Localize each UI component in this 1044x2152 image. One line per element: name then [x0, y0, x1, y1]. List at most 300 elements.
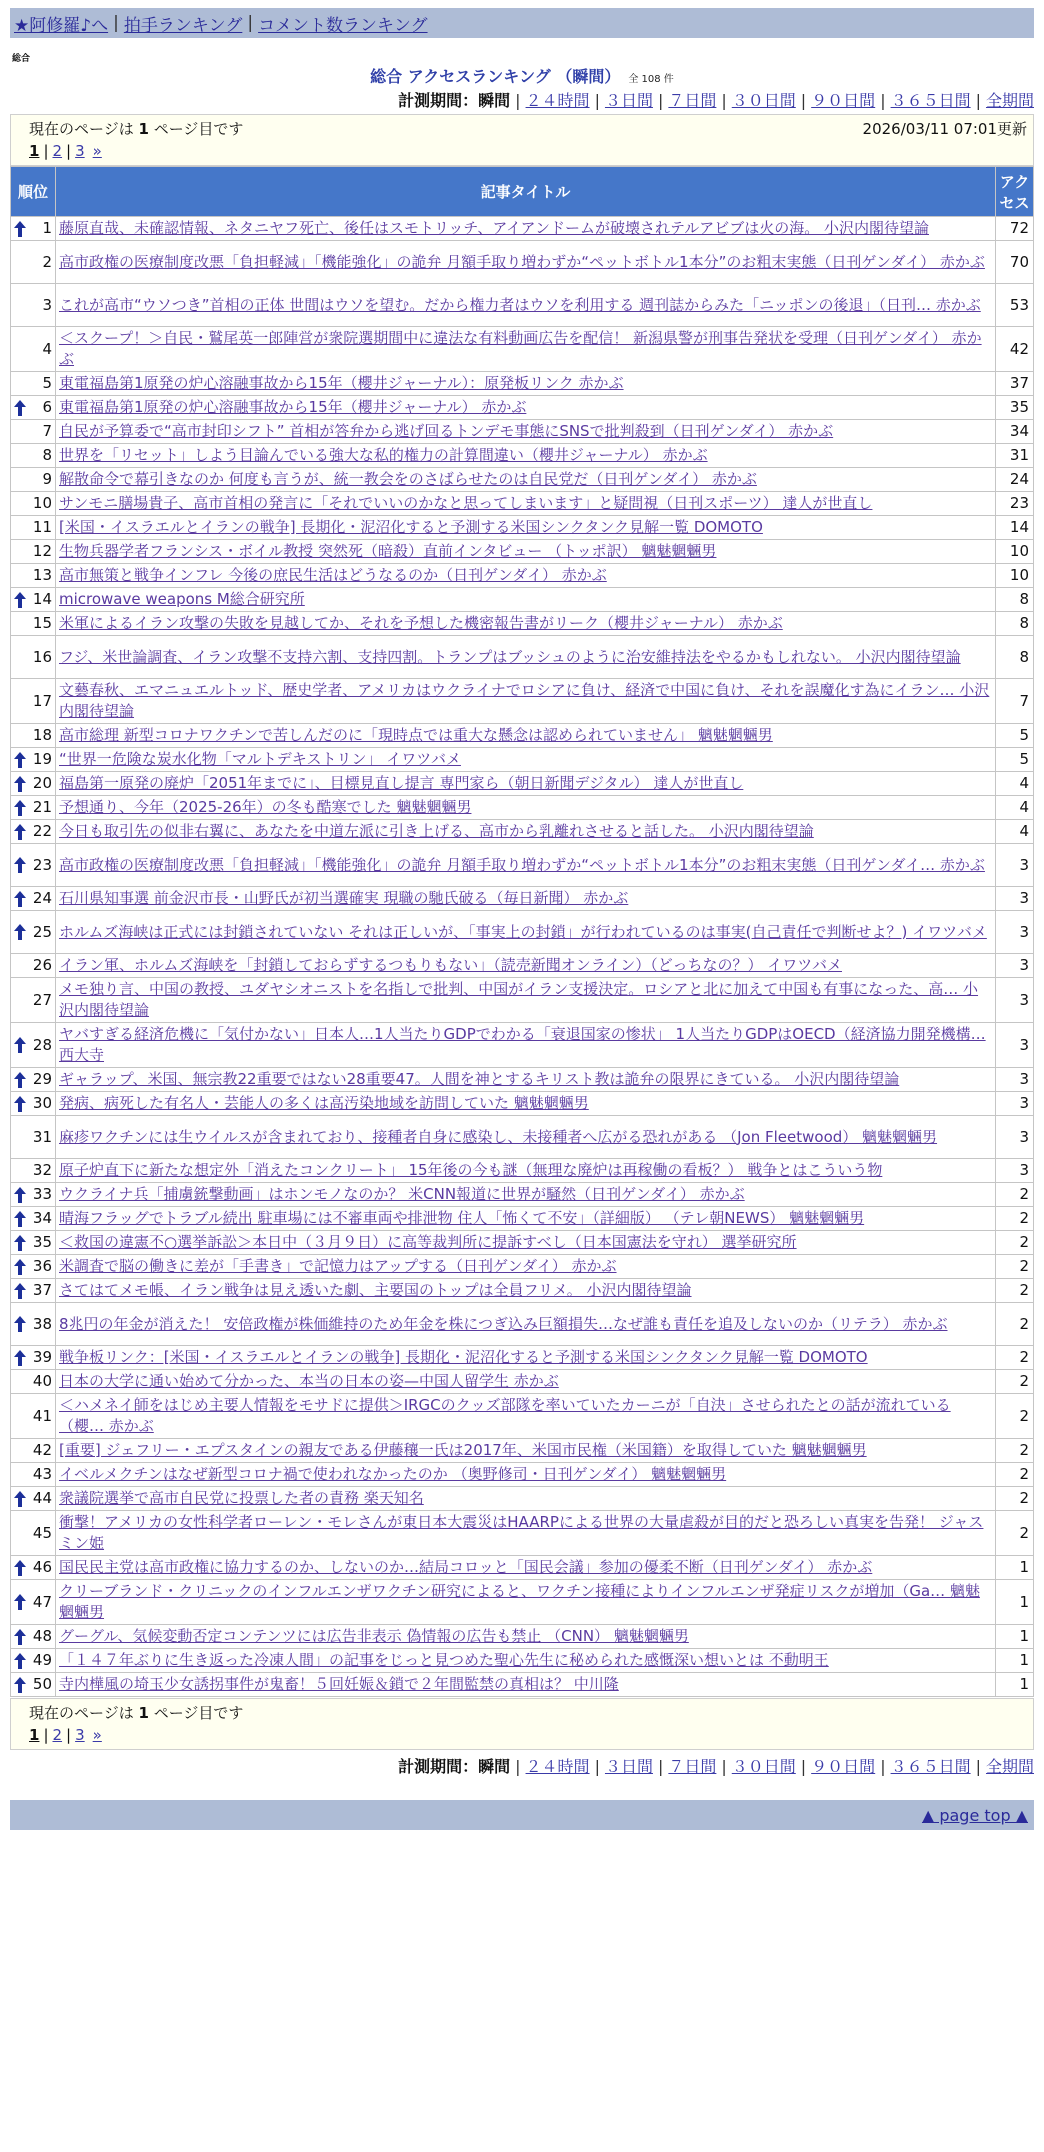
access-count: 10	[996, 564, 1034, 588]
table-row	[11, 636, 1034, 679]
table-row	[11, 820, 1034, 844]
rank-cell	[11, 820, 56, 844]
article-title-link[interactable]: サンモニ膳場貴子、高市首相の発言に「それでいいのかなと思ってしまいます」と疑問視（日刊スポーツ） 達人が世直し	[59, 494, 873, 512]
table-row	[11, 1023, 1034, 1068]
rank-number: 42	[32, 1441, 52, 1459]
article-title-link[interactable]: 東電福島第1原発の炉心溶融事故から15年（櫻井ジャーナル） 赤かぶ	[59, 398, 527, 416]
rank-cell	[11, 1556, 56, 1580]
article-title-link[interactable]: 世界を「リセット」しよう目論んでいる強大な私的権力の計算間違い（櫻井ジャーナル） 赤かぶ	[59, 446, 708, 464]
rank-number: 36	[32, 1257, 52, 1275]
access-count: 1	[996, 1625, 1034, 1649]
table-row	[11, 772, 1034, 796]
article-title-link[interactable]: 原子炉直下に新たな想定外「消えたコンクリート」 15年後の今も謎（無理な廃炉は再稼働の看板？） 戦争とはこういう物	[59, 1161, 883, 1179]
article-title-link[interactable]: 生物兵器学者フランシス・ボイル教授 突然死（暗殺）直前インタビュー （トッポ訳） 魑魅魍魎男	[59, 542, 717, 560]
period-separator: |	[594, 1757, 600, 1776]
current-page-number: 1	[138, 1704, 149, 1722]
article-title-link[interactable]: さてはてメモ帳、イラン戦争は見え透いた劇、主要国のトップは全員フリメ。 小沢内閣待望論	[59, 1281, 692, 1299]
article-title-link[interactable]: ＜救国の違憲不○選挙訴訟＞本日中（３月９日）に高等裁判所に提訴すべし（日本国憲法を守れ） 選挙研究所	[59, 1233, 797, 1251]
access-count: 3	[996, 887, 1034, 911]
rank-number: 37	[32, 1281, 52, 1299]
clap-ranking-link[interactable]: 拍手ランキング	[123, 15, 243, 36]
title-cell	[56, 444, 996, 468]
rank-up-arrow-icon	[14, 592, 26, 608]
period-separator: |	[880, 91, 886, 110]
period-option-link[interactable]: ２４時間	[525, 1757, 590, 1776]
title-cell	[56, 1463, 996, 1487]
period-option-link[interactable]: ３日間	[604, 91, 653, 110]
period-option-link[interactable]: ９０日間	[811, 91, 876, 110]
rank-number: 4	[42, 339, 52, 358]
table-row	[11, 724, 1034, 748]
table-row	[11, 679, 1034, 724]
article-title-link[interactable]: 日本の大学に通い始めて分かった、本当の日本の姿—中国人留学生 赤かぶ	[59, 1372, 559, 1390]
article-title-link[interactable]: microwave weapons M総合研究所	[59, 590, 305, 608]
article-title-link[interactable]: イベルメクチンはなぜ新型コロナ禍で使われなかったのか （奥野修司・日刊ゲンダイ） 魑魅魍魎男	[59, 1465, 727, 1483]
title-cell	[56, 679, 996, 724]
title-cell	[56, 1068, 996, 1092]
article-title-link[interactable]: 自民が予算委で“高市封印シフト” 首相が答弁から逃げ回るトンデモ事態にSNSで批判殺到（日刊ゲンダイ） 赤かぶ	[59, 422, 834, 440]
article-title-link[interactable]: グーグル、気候変動否定コンテンツには広告非表示 偽情報の広告も禁止 （CNN） 魑魅魍魎男	[59, 1627, 689, 1645]
page-separator: |	[43, 1726, 49, 1744]
access-count: 2	[996, 1394, 1034, 1439]
access-count: 7	[996, 679, 1034, 724]
access-count: 1	[996, 1649, 1034, 1673]
rank-number: 39	[32, 1348, 52, 1366]
title-cell	[56, 1580, 996, 1625]
page-link[interactable]: 2	[52, 142, 63, 160]
title-cell	[56, 1183, 996, 1207]
access-count: 70	[996, 241, 1034, 284]
rank-number: 25	[32, 922, 52, 941]
current-page-prefix: 現在のページは	[29, 1704, 139, 1722]
table-row	[11, 1649, 1034, 1673]
rank-cell	[11, 420, 56, 444]
table-row	[11, 978, 1034, 1023]
rank-number: 7	[42, 422, 52, 440]
access-count: 3	[996, 911, 1034, 954]
article-title-link[interactable]: 高市政権の医療制度改悪「負担軽減」「機能強化」の詭弁 月額手取り増わずか“ペットボトル1本分”のお粗末実態（日刊ゲンダイ… 赤かぶ	[59, 855, 985, 874]
article-title-link[interactable]: 高市政権の医療制度改悪「負担軽減」「機能強化」の詭弁 月額手取り増わずか“ペットボトル1本分”のお粗末実態（日刊ゲンダイ） 赤かぶ	[59, 252, 985, 271]
table-row	[11, 1092, 1034, 1116]
period-option-link[interactable]: ３６５日間	[890, 91, 971, 110]
rank-up-arrow-icon	[14, 1350, 26, 1366]
rank-cell	[11, 564, 56, 588]
rank-up-arrow-icon	[14, 221, 26, 237]
rank-number: 26	[32, 956, 52, 974]
period-option-link[interactable]: ２４時間	[525, 91, 590, 110]
rank-number: 14	[32, 590, 52, 608]
rank-number: 16	[32, 647, 52, 666]
access-count: 2	[996, 1346, 1034, 1370]
title-cell	[56, 372, 996, 396]
access-count: 2	[996, 1370, 1034, 1394]
table-row	[11, 748, 1034, 772]
article-title-link[interactable]: 解散命令で幕引きなのか 何度も言うが、統一教会をのさばらせたのは自民党だ（日刊ゲンダイ） 赤かぶ	[59, 470, 757, 488]
table-row	[11, 796, 1034, 820]
page-link[interactable]: 3	[75, 142, 85, 160]
title-cell	[56, 844, 996, 887]
ranking-table	[10, 166, 1034, 1697]
title-cell	[56, 241, 996, 284]
rank-up-arrow-icon	[14, 1072, 26, 1088]
page-link[interactable]: 3	[75, 1726, 85, 1744]
current-page-text	[29, 118, 243, 140]
title-cell	[56, 748, 996, 772]
article-title-link[interactable]: 米軍によるイラン攻撃の失敗を見越してか、それを予想した機密報告書がリーク（櫻井ジャーナル） 赤かぶ	[59, 614, 783, 632]
rank-up-arrow-icon	[14, 1491, 26, 1507]
current-page-text	[29, 1702, 243, 1724]
current-page-prefix: 現在のページは	[29, 120, 139, 138]
rank-cell	[11, 1625, 56, 1649]
title-cell	[56, 1673, 996, 1697]
article-title-link[interactable]: メモ独り言、中国の教授、ユダヤシオニストを名指しで批判、中国がイラン支援決定。ロシアと北に加えて中国も有事になった、高… 小沢内閣待望論	[59, 980, 979, 1019]
article-title-link[interactable]: 発病、病死した有名人・芸能人の多くは高汚染地域を訪問していた 魑魅魍魎男	[59, 1094, 589, 1112]
access-count: 1	[996, 1673, 1034, 1697]
table-row	[11, 954, 1034, 978]
rank-up-arrow-icon	[14, 924, 26, 940]
footer-bar	[10, 1800, 1034, 1830]
period-selector-bottom	[10, 1754, 1034, 1780]
next-page-link[interactable]: »	[92, 142, 102, 160]
rank-cell	[11, 588, 56, 612]
table-row	[11, 444, 1034, 468]
rank-cell	[11, 911, 56, 954]
title-cell	[56, 724, 996, 748]
article-title-link[interactable]: クリーブランド・クリニックのインフルエンザワクチン研究によると、ワクチン接種によりインフルエンザ発症リスクが増加（Ga… 魑魅魍魎男	[59, 1582, 980, 1621]
rank-cell	[11, 1255, 56, 1279]
article-title-link[interactable]: 予想通り、今年（2025-26年）の冬も酷寒でした 魑魅魍魎男	[59, 798, 472, 816]
rank-number: 29	[32, 1070, 52, 1088]
title-cell	[56, 1346, 996, 1370]
rank-cell	[11, 1159, 56, 1183]
rank-number: 27	[32, 990, 52, 1009]
rank-cell	[11, 796, 56, 820]
article-title-link[interactable]: 戦争板リンク：[米国・イスラエルとイランの戦争] 長期化・泥沼化すると予測する米国シンクタンク見解一覧 DOMOTO	[59, 1348, 868, 1366]
access-count: 8	[996, 588, 1034, 612]
rank-number: 43	[32, 1465, 52, 1483]
title-cell	[56, 327, 996, 372]
article-title-link[interactable]: 文藝春秋、エマニュエルトッド、歴史学者、アメリカはウクライナでロシアに負け、経済で中国に負け、それを誤魔化す為にイラン… 小沢内閣待望論	[59, 681, 990, 720]
article-title-link[interactable]: “世界一危険な炭水化物「マルトデキストリン」 イワツバメ	[59, 750, 461, 768]
title-cell	[56, 1370, 996, 1394]
table-row	[11, 1625, 1034, 1649]
access-count: 53	[996, 284, 1034, 327]
rank-cell	[11, 516, 56, 540]
period-separator: |	[800, 91, 807, 110]
access-count: 3	[996, 844, 1034, 887]
rank-number: 17	[32, 691, 52, 710]
table-row	[11, 1068, 1034, 1092]
article-title-link[interactable]: 米調査で脳の働きに差が「手書き」で記憶力はアップする（日刊ゲンダイ） 赤かぶ	[59, 1257, 617, 1275]
period-selector-top	[10, 88, 1034, 114]
table-row	[11, 1159, 1034, 1183]
rank-number: 20	[32, 774, 52, 792]
article-title-link[interactable]: 晴海フラッグでトラブル続出 駐車場には不審車両や排泄物 住人「怖くて不安」（詳細版） （テレ朝NEWS） 魑魅魍魎男	[59, 1209, 865, 1227]
rank-number: 13	[32, 566, 52, 584]
article-title-link[interactable]: 東電福島第1原発の炉心溶融事故から15年（櫻井ジャーナル）：原発板リンク 赤かぶ	[59, 374, 624, 392]
rank-up-arrow-icon	[14, 1653, 26, 1669]
rank-cell	[11, 1649, 56, 1673]
total-count: 全 108 件	[628, 74, 674, 85]
rank-cell	[11, 217, 56, 241]
rank-number: 38	[32, 1314, 52, 1333]
rank-number: 22	[32, 822, 52, 840]
rank-number: 19	[32, 750, 52, 768]
rank-cell	[11, 492, 56, 516]
rank-cell	[11, 1580, 56, 1625]
rank-cell	[11, 844, 56, 887]
top-nav-bar	[10, 8, 1034, 38]
nav-separator: |	[113, 13, 119, 33]
article-title-link[interactable]: ヤバすぎる経済危機に「気付かない」日本人…1人当たりGDPでわかる「衰退国家の惨状」 1人当たりGDPはOECD（経済協力開発機構… 西大寺	[59, 1025, 986, 1064]
current-page-number: 1	[138, 120, 149, 138]
rank-up-arrow-icon	[14, 1677, 26, 1693]
rank-cell	[11, 1303, 56, 1346]
article-title-link[interactable]: ＜ハメネイ師をはじめ主要人情報をモサドに提供＞IRGCのクッズ部隊を率いていたカーニが「自決」させられたとの話が流れている（櫻… 赤かぶ	[59, 1396, 951, 1435]
period-option-link[interactable]: 全期間	[985, 91, 1034, 110]
title-cell	[56, 1303, 996, 1346]
rank-number: 12	[32, 542, 52, 560]
access-count: 35	[996, 396, 1034, 420]
article-title-link[interactable]: フジ、米世論調査、イラン攻撃不支持六割、支持四割。トランプはブッシュのように治安維持法をやるかもしれない。 小沢内閣待望論	[59, 647, 961, 666]
period-separator: |	[657, 91, 664, 110]
rank-cell	[11, 444, 56, 468]
access-count: 3	[996, 1068, 1034, 1092]
article-title-link[interactable]: 福島第一原発の廃炉「2051年までに」、目標見直し提言 専門家ら（朝日新聞デジタル） 達人が世直し	[59, 774, 744, 792]
article-title-link[interactable]: [米国・イスラエルとイランの戦争] 長期化・泥沼化すると予測する米国シンクタンク見解一覧 DOMOTO	[59, 518, 763, 536]
rank-cell	[11, 1023, 56, 1068]
next-page-link[interactable]: »	[92, 1726, 102, 1744]
title-cell	[56, 978, 996, 1023]
rank-number: 3	[42, 295, 52, 314]
article-title-link[interactable]: ウクライナ兵「捕虜銃撃動画」はホンモノなのか？ 米CNN報道に世界が騒然（日刊ゲンダイ） 赤かぶ	[59, 1185, 745, 1203]
article-title-link[interactable]: 「１４７年ぶりに生き返った冷凍人間」の記事をじっと見つめた聖心先生に秘められた感慨深い想いとは 不動明王	[59, 1651, 829, 1669]
home-link[interactable]: ★阿修羅♪へ	[14, 15, 109, 36]
rank-number: 50	[32, 1675, 52, 1693]
period-option-link[interactable]: ９０日間	[811, 1757, 876, 1776]
rank-up-arrow-icon	[14, 1187, 26, 1203]
rank-number: 49	[32, 1651, 52, 1669]
title-cell	[56, 1207, 996, 1231]
rank-cell	[11, 724, 56, 748]
access-count: 37	[996, 372, 1034, 396]
table-row	[11, 1303, 1034, 1346]
rank-up-arrow-icon	[14, 1096, 26, 1112]
article-title-link[interactable]: 衝撃！アメリカの女性科学者ローレン・モレさんが東日本大震災はHAARPによる世界の大量虐殺が目的だと恐ろしい真実を告発！ ジャスミン姫	[59, 1513, 984, 1552]
period-label: 計測期間：	[398, 91, 479, 110]
page-top-link[interactable]: ▲ page top ▲	[921, 1805, 1028, 1825]
title-header: 記事タイトル	[56, 167, 996, 217]
access-count: 4	[996, 772, 1034, 796]
rank-number: 6	[42, 398, 52, 416]
title-cell	[56, 1649, 996, 1673]
rank-cell	[11, 1673, 56, 1697]
comment-ranking-link[interactable]: コメント数ランキング	[258, 15, 428, 36]
rank-header: 順位	[11, 167, 56, 217]
access-count: 3	[996, 1159, 1034, 1183]
table-row	[11, 1463, 1034, 1487]
period-option-link[interactable]: ３６５日間	[890, 1757, 971, 1776]
title-cell	[56, 612, 996, 636]
rank-number: 35	[32, 1233, 52, 1251]
period-option-link[interactable]: ３０日間	[731, 91, 796, 110]
page-separator: |	[43, 142, 49, 160]
period-separator: |	[880, 1757, 886, 1776]
title-cell	[56, 1255, 996, 1279]
title-cell	[56, 1092, 996, 1116]
title-cell	[56, 1556, 996, 1580]
rank-number: 23	[32, 855, 52, 874]
ranking-title: 総合 アクセスランキング （瞬間）	[370, 67, 621, 86]
access-count: 3	[996, 1023, 1034, 1068]
access-count: 2	[996, 1255, 1034, 1279]
article-title-link[interactable]: 石川県知事選 前金沢市長・山野氏が初当選確実 現職の馳氏破る（毎日新聞） 赤かぶ	[59, 889, 629, 907]
article-title-link[interactable]: これが高市“ウソつき”首相の正体 世間はウソを望む。だから権力者はウソを利用する 週刊誌からみた「ニッポンの後退」（日刊… 赤かぶ	[59, 295, 981, 314]
article-title-link[interactable]: [重要] ジェフリー・エプスタインの親友である伊藤穰一氏は2017年、米国市民権（米国籍）を取得していた 魑魅魍魎男	[59, 1441, 867, 1459]
article-title-link[interactable]: 衆議院選挙で高市自民党に投票した者の責務 楽天知名	[59, 1489, 424, 1507]
table-row	[11, 1580, 1034, 1625]
title-cell	[56, 1023, 996, 1068]
access-count: 2	[996, 1183, 1034, 1207]
table-row	[11, 1487, 1034, 1511]
access-count: 3	[996, 978, 1034, 1023]
table-row	[11, 327, 1034, 372]
article-title-link[interactable]: 寺内樺風の埼玉少女誘拐事件が鬼畜！５回妊娠＆鎖で２年間監禁の真相は？ 中川隆	[59, 1675, 619, 1693]
current-page-suffix: ページ目です	[148, 120, 244, 138]
period-option-link[interactable]: ３０日間	[731, 1757, 796, 1776]
article-title-link[interactable]: イラン軍、ホルムズ海峡を「封鎖しておらずするつもりもない」（読売新聞オンライン）（どっちなの？） イワツバメ	[59, 956, 842, 974]
period-option-link[interactable]: ７日間	[668, 1757, 717, 1776]
period-separator: |	[800, 1757, 807, 1776]
period-option-link[interactable]: 全期間	[985, 1757, 1034, 1776]
section-label: 総合	[12, 54, 31, 64]
table-row	[11, 1511, 1034, 1556]
title-cell	[56, 540, 996, 564]
rank-number: 21	[32, 798, 52, 816]
article-title-link[interactable]: 今日も取引先の似非右翼に、あなたを中道左派に引き上げる、高市から乳離れさせると話した。 小沢内閣待望論	[59, 822, 814, 840]
table-row	[11, 911, 1034, 954]
table-row	[11, 1207, 1034, 1231]
title-cell	[56, 636, 996, 679]
table-row	[11, 540, 1034, 564]
title-cell	[56, 420, 996, 444]
table-row	[11, 564, 1034, 588]
rank-number: 2	[42, 252, 52, 271]
rank-up-arrow-icon	[14, 857, 26, 873]
access-count: 2	[996, 1207, 1034, 1231]
article-title-link[interactable]: 藤原直哉、未確認情報、ネタニヤフ死亡、後任はスモトリッチ、アイアンドームが破壊されテルアビブは火の海。 小沢内閣待望論	[59, 219, 929, 237]
access-header: アクセス	[996, 167, 1034, 217]
table-row	[11, 396, 1034, 420]
title-cell	[56, 564, 996, 588]
title-cell	[56, 1394, 996, 1439]
title-cell	[56, 1116, 996, 1159]
page-title	[10, 66, 1034, 88]
table-row	[11, 1556, 1034, 1580]
rank-cell	[11, 327, 56, 372]
article-title-link[interactable]: 高市無策と戦争インフレ 今後の庶民生活はどうなるのか（日刊ゲンダイ） 赤かぶ	[59, 566, 607, 584]
title-cell	[56, 588, 996, 612]
title-cell	[56, 911, 996, 954]
pager-status-row	[29, 118, 1027, 140]
access-count: 42	[996, 327, 1034, 372]
access-count: 3	[996, 954, 1034, 978]
rank-cell	[11, 679, 56, 724]
title-cell	[56, 772, 996, 796]
access-count: 2	[996, 1303, 1034, 1346]
rank-number: 28	[32, 1035, 52, 1054]
title-cell	[56, 1231, 996, 1255]
title-cell	[56, 1279, 996, 1303]
nav-separator: |	[247, 13, 254, 33]
table-row	[11, 1394, 1034, 1439]
access-count: 5	[996, 748, 1034, 772]
period-option-link[interactable]: ７日間	[668, 91, 717, 110]
rank-up-arrow-icon	[14, 1629, 26, 1645]
title-cell	[56, 1625, 996, 1649]
table-row	[11, 241, 1034, 284]
access-count: 2	[996, 1439, 1034, 1463]
period-selected: 瞬間	[478, 1757, 511, 1776]
table-row	[11, 420, 1034, 444]
title-cell	[56, 396, 996, 420]
title-cell	[56, 492, 996, 516]
rank-cell	[11, 396, 56, 420]
rank-up-arrow-icon	[14, 776, 26, 792]
article-title-link[interactable]: 国民民主党は高市政権に協力するのか、しないのか…結局コロッと「国民会議」参加の優柔不断（日刊ゲンダイ） 赤かぶ	[59, 1558, 873, 1576]
pager-status-row	[29, 1702, 1027, 1724]
page-current: 1	[29, 142, 40, 160]
article-title-link[interactable]: ＜スクープ！＞自民・鷲尾英一郎陣営が衆院選期間中に違法な有料動画広告を配信！ 新潟県警が刑事告発状を受理（日刊ゲンダイ） 赤かぶ	[59, 329, 982, 368]
rank-number: 5	[42, 374, 52, 392]
article-title-link[interactable]: 8兆円の年金が消えた！ 安倍政権が株価維持のため年金を株につぎ込み巨額損失…なぜ誰も責任を追及しないのか（リテラ） 赤かぶ	[59, 1314, 948, 1333]
page-link[interactable]: 2	[52, 1726, 63, 1744]
rank-cell	[11, 1183, 56, 1207]
page-separator: |	[66, 142, 72, 160]
access-count: 8	[996, 612, 1034, 636]
rank-cell	[11, 1231, 56, 1255]
table-row	[11, 284, 1034, 327]
table-row	[11, 1439, 1034, 1463]
title-cell	[56, 468, 996, 492]
rank-number: 15	[32, 614, 52, 632]
table-row	[11, 372, 1034, 396]
article-title-link[interactable]: 高市総理 新型コロナワクチンで苦しんだのに「現時点では重大な懸念は認められていません」 魑魅魍魎男	[59, 726, 773, 744]
rank-number: 31	[32, 1127, 52, 1146]
rank-up-arrow-icon	[14, 800, 26, 816]
table-row	[11, 1183, 1034, 1207]
access-count: 2	[996, 1487, 1034, 1511]
table-row	[11, 516, 1034, 540]
table-row	[11, 1255, 1034, 1279]
rank-number: 45	[32, 1523, 52, 1542]
table-row	[11, 887, 1034, 911]
table-row	[11, 217, 1034, 241]
access-count: 2	[996, 1231, 1034, 1255]
article-title-link[interactable]: ホルムズ海峡は正式には封鎖されていない それは正しいが、「事実上の封鎖」が行われているのは事実(自己責任で判断せよ？) イワツバメ	[59, 922, 987, 941]
article-title-link[interactable]: ギャラップ、米国、無宗教22重要ではない28重要47。人間を神とするキリスト教は詭弁の限界にきている。 小沢内閣待望論	[59, 1070, 900, 1088]
access-count: 3	[996, 1116, 1034, 1159]
article-title-link[interactable]: 麻疹ワクチンには生ウイルスが含まれており、接種者自身に感染し、未接種者へ広がる恐れがある （Jon Fleetwood） 魑魅魍魎男	[59, 1127, 938, 1146]
access-count: 2	[996, 1463, 1034, 1487]
period-separator: |	[721, 91, 727, 110]
table-row	[11, 1346, 1034, 1370]
pagination	[29, 140, 1027, 162]
rank-cell	[11, 1068, 56, 1092]
period-option-link[interactable]: ３日間	[604, 1757, 653, 1776]
rank-cell	[11, 241, 56, 284]
rank-up-arrow-icon	[14, 1235, 26, 1251]
